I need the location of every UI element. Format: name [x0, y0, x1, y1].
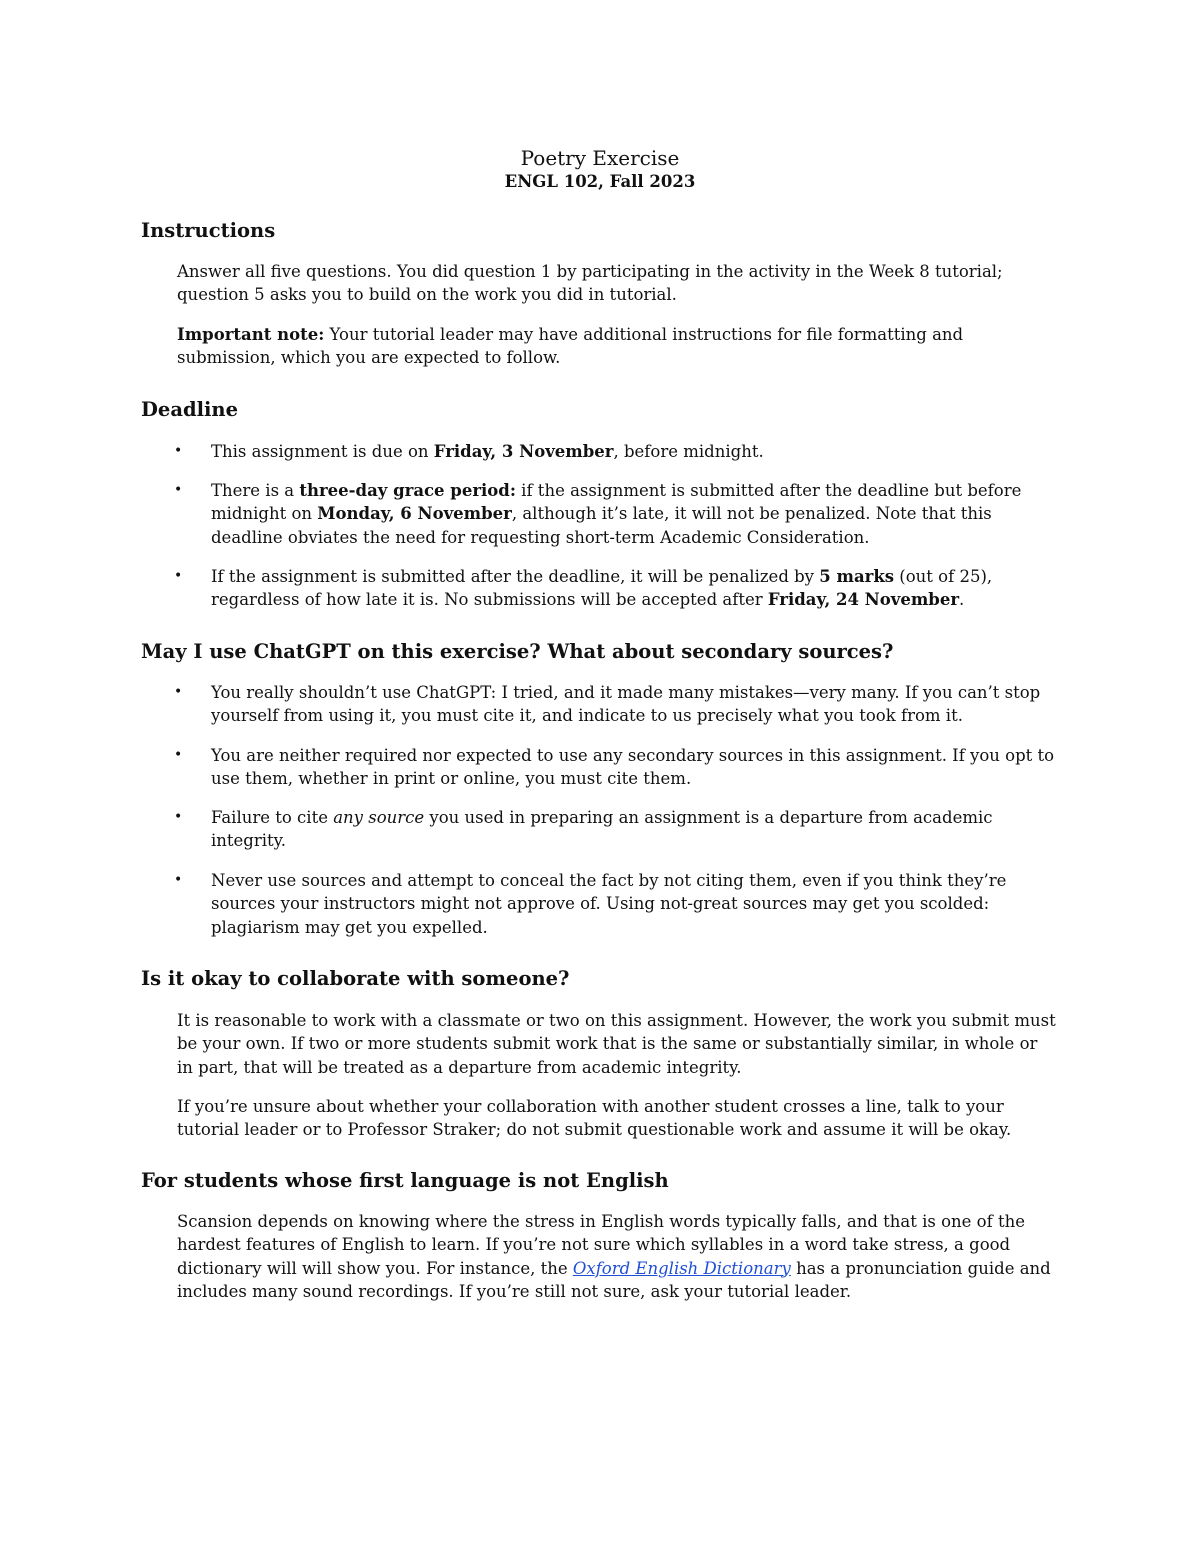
bullet-icon: •	[174, 568, 183, 584]
bullet-icon: •	[174, 443, 183, 459]
esl-paragraph: Scansion depends on knowing where the stress in English words typically falls, and that is one of the hardest features of English to learn. If you’re not sure which syllables in a word take stress, a good dictionary will will show you. For instance, the Oxford English Dictionary has a pronunciation guide and includes many sound recordings. If you’re still not sure, ask your tutorial leader.	[177, 1212, 1051, 1301]
chatgpt-item-mistakes: You really shouldn’t use ChatGPT: I tried, and it made many mistakes—very many. If you can’t stop yourself from using it, you must cite it, and indicate to us precisely what you took from it.	[211, 683, 1041, 726]
esl-heading: For students whose first language is not English	[141, 1169, 669, 1192]
page-title: Poetry Exercise	[520, 146, 680, 170]
chatgpt-item-secondary: You are neither required nor expected to use any secondary sources in this assignment. If you opt to use them, whether in print or online, you must cite them.	[211, 746, 1055, 789]
instructions-paragraph: Answer all five questions. You did question 1 by participating in the activity in the Week 8 tutorial; question 5 asks you to build on the work you did in tutorial.	[177, 262, 1003, 305]
chatgpt-heading: May I use ChatGPT on this exercise? What about secondary sources?	[141, 640, 894, 663]
important-note-label: Important note:	[177, 325, 325, 344]
important-note-text: Your tutorial leader may have additional instructions for file formatting and submission, which you are expected to follow.	[177, 325, 964, 368]
chatgpt-item-conceal: Never use sources and attempt to conceal the fact by not citing them, even if you think they’re sources your instructors might not approve of. Using not-great sources may get you scolded: plagiarism may get you expelled.	[211, 871, 1007, 937]
bullet-icon: •	[174, 872, 183, 888]
collab-paragraph-2: If you’re unsure about whether your collaboration with another student crosses a line, talk to your tutorial leader or to Professor Straker; do not submit questionable work and assume it will be okay.	[177, 1097, 1012, 1140]
deadline-heading: Deadline	[141, 398, 238, 421]
collab-heading: Is it okay to collaborate with someone?	[141, 967, 570, 990]
bullet-icon: •	[174, 747, 183, 763]
oed-link[interactable]: Oxford English Dictionary	[572, 1258, 791, 1278]
page-subtitle: ENGL 102, Fall 2023	[504, 172, 696, 191]
collab-paragraph-1: It is reasonable to work with a classmate or two on this assignment. However, the work you submit must be your own. If two or more students submit work that is the same or substantially similar, in whole or in part, that will be treated as a departure from academic integrity.	[177, 1011, 1056, 1077]
deadline-item-due: This assignment is due on Friday, 3 November, before midnight.	[211, 442, 764, 461]
chatgpt-item-cite: Failure to cite any source you used in preparing an assignment is a departure from academic integrity.	[211, 808, 993, 851]
bullet-icon: •	[174, 684, 183, 700]
bullet-icon: •	[174, 482, 183, 498]
instructions-heading: Instructions	[141, 219, 276, 242]
deadline-item-grace: There is a three-day grace period: if the assignment is submitted after the deadline but before midnight on Monday, 6 November, although it’s late, it will not be penalized. Note that this deadline obviates the need for requesting short-term Academic Consideration.	[211, 481, 1022, 547]
important-note	[177, 323, 1057, 370]
deadline-item-penalty: If the assignment is submitted after the deadline, it will be penalized by 5 marks (out of 25), regardless of how late it is. No submissions will be accepted after Friday, 24 November.	[211, 567, 993, 610]
bullet-icon: •	[174, 809, 183, 825]
